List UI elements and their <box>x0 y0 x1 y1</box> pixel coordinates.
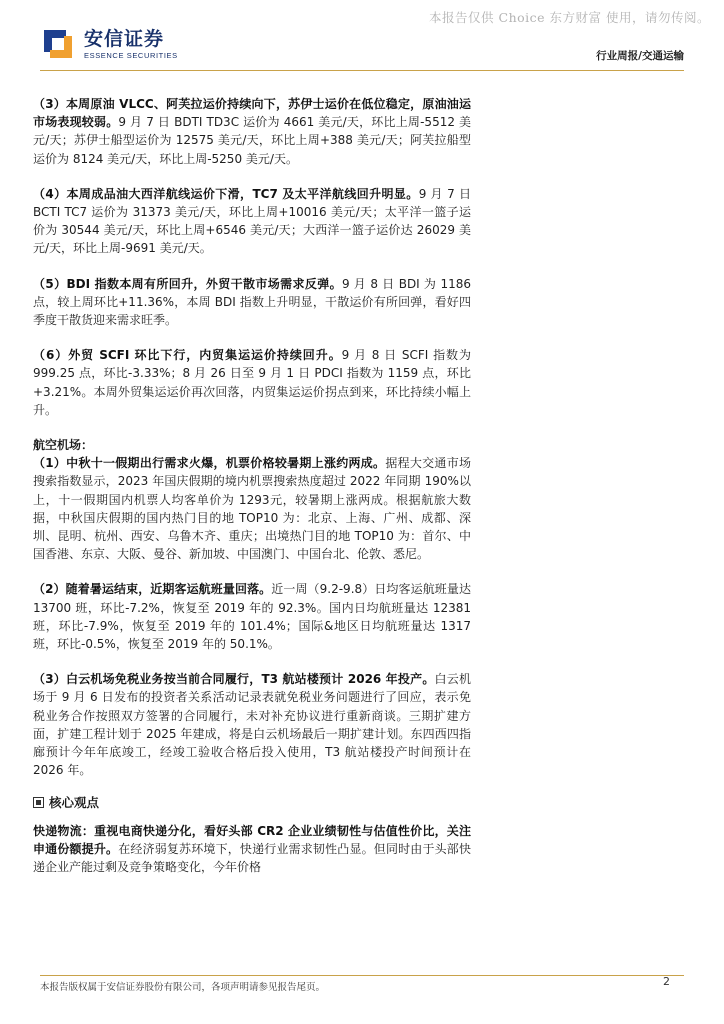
paragraph-heading: （2）随着暑运结束，近期客运航班量回落。 <box>33 582 272 597</box>
paragraph-product-oil <box>33 185 471 258</box>
core-view-heading <box>33 794 471 812</box>
logo-chinese-name: 安信证券 <box>84 27 165 50</box>
company-logo <box>40 26 178 62</box>
paragraph-heading: （3）白云机场免税业务按当前合同履行，T3 航站楼预计 2026 年投产。 <box>33 672 435 687</box>
page-number: 2 <box>663 975 670 988</box>
paragraph-heading: （4）本周成品油大西洋航线运价下滑，TC7 及太平洋航线回升明显。 <box>33 186 419 201</box>
section-marker-icon <box>33 797 44 808</box>
logo-english-name: ESSENCE SECURITIES <box>84 50 178 60</box>
footer-disclaimer: 本报告版权属于安信证券股份有限公司，各项声明请参见报告尾页。 <box>40 982 326 993</box>
paragraph-text: 白云机场于 9 月 6 日发布的投资者关系活动记录表就免税业务问题进行了回应，表示免税业务合作按照双方签署的合同履行，未对补充协议进行重新商谈。三期扩建方面，扩建工程计划于 2025 年建成，将是白云机场最后一期扩建计划。东四西四指廊预计今年年底竣工，经竣工验收合格后投入使用，T3 航站楼投产时间预计在 2026 年。 <box>33 672 471 778</box>
paragraph-heading: （5）BDI 指数本周有所回升，外贸干散市场需求反弹。 <box>33 276 342 291</box>
paragraph-text: 据程大交通市场搜索指数显示，2023 年国庆假期的境内机票搜索热度超过 2022 年同期 190%以上，十一假期国内机票人均客单价为 1293元，较暑期上涨两成。根据航旅大数据，中秋国庆假期的国内热门目的地 TOP10 为：北京、上海、广州、成都、深圳、昆明、杭州、西安、乌鲁木齐、重庆；出境热门目的地 TOP10 为：首尔、中国香港、东京、大阪、曼谷、新加坡、中国澳门、中国台北、伦敦、悉尼。 <box>33 456 471 562</box>
paragraph-flight-volume <box>33 580 471 653</box>
aviation-heading: 航空机场： <box>33 438 94 453</box>
paragraph-text: 近一周（9.2-9.8）日均客运航班量达 13700 班，环比-7.2%，恢复至 2019 年的 92.3%。国内日均航班量达 12381 班，环比-7.9%，恢复至 2019 年的 101.4%；国际&地区日均航班量达 1317 班，环比-0.5%，恢复至 2019 年的 50.1%。 <box>33 582 472 652</box>
report-category: 行业周报/交通运输 <box>596 50 684 62</box>
paragraph-text: 在经济弱复苏环境下，快递行业需求韧性凸显。但同时由于头部快递企业产能过剩及竞争策略变化，今年价格 <box>33 841 471 874</box>
paragraph-holiday-travel <box>33 454 471 563</box>
watermark: 本报告仅供 Choice 东方财富 使用，请勿传阅。 <box>429 10 710 25</box>
paragraph-heading: 快递物流：重视电商快递分化，看好头部 CR2 企业业绩韧性与估值性价比，关注申通份额提升。 <box>33 823 471 856</box>
header-divider <box>40 70 684 71</box>
paragraph-baiyun-airport <box>33 670 471 779</box>
core-view-title: 核心观点 <box>49 794 100 810</box>
paragraph-bdi <box>33 275 471 330</box>
paragraph-express-logistics <box>33 822 471 877</box>
paragraph-text: 9 月 7 日 BDTI TD3C 运价为 4661 美元/天，环比上周-5512 美元/天；苏伊士船型运价为 12575 美元/天，环比上周+388 美元/天；阿芙拉船型运价为 8124 美元/天，环比上周-5250 美元/天。 <box>33 115 471 166</box>
report-body <box>33 95 471 893</box>
paragraph-heading: （6）外贸 SCFI 环比下行，内贸集运运价持续回升。 <box>33 348 342 363</box>
footer-divider <box>40 975 684 976</box>
paragraph-crude-oil <box>33 95 471 168</box>
paragraph-heading: （1）中秋十一假期出行需求火爆，机票价格较暑期上涨约两成。 <box>33 456 386 471</box>
paragraph-text: 9 月 8 日 SCFI 指数为 999.25 点，环比-3.33%；8 月 26 日至 9 月 1 日 PDCI 指数为 1159 点，环比+3.21%。本周外贸集运运价再次回落，内贸集运运价拐点到来，环比持续小幅上升。 <box>33 348 471 417</box>
paragraph-text: 9 月 7 日 BCTI TC7 运价为 31373 美元/天，环比上周+10016 美元/天；太平洋一篮子运价为 30544 美元/天，环比上周+6546 美元/天；大西洋一篮子运价达 26029 美元/天，环比上周-9691 美元/天。 <box>33 186 471 256</box>
paragraph-text: 9 月 8 日 BDI 为 1186 点，较上周环比+11.36%，本周 BDI 指数上升明显，干散运价有所回弹，看好四季度干散货迎来需求旺季。 <box>33 276 471 328</box>
paragraph-scfi <box>33 346 471 419</box>
essence-logo-icon <box>40 26 76 62</box>
paragraph-heading: （3）本周原油 VLCC、阿芙拉运价持续向下，苏伊士运价在低位稳定，原油油运市场表现较弱。 <box>33 97 471 130</box>
